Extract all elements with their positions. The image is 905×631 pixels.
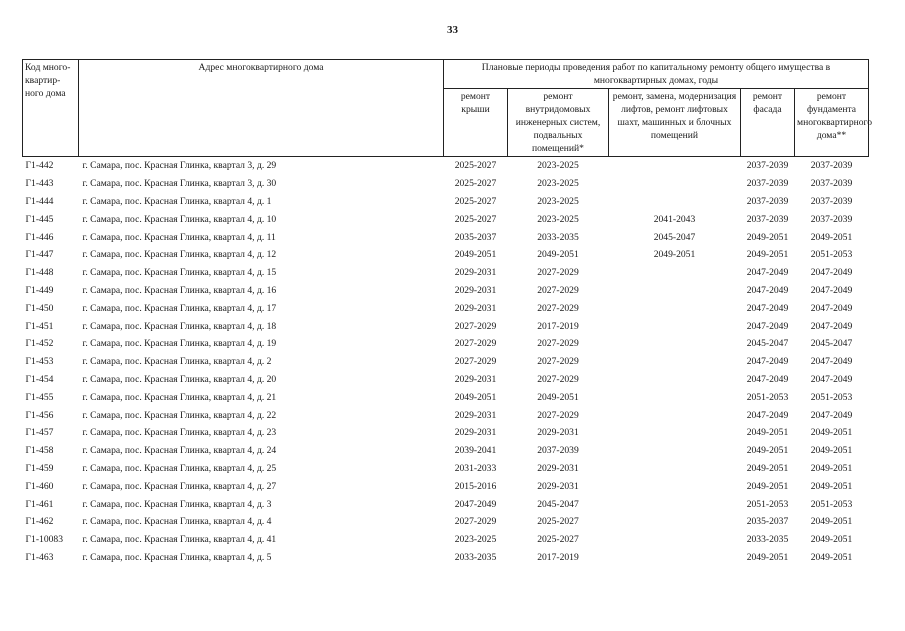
table-row [23, 371, 869, 389]
cell-lifts-period [609, 335, 741, 353]
cell-roof-period: 2023-2025 [454, 534, 497, 546]
cell-systems-period: 2049-2051 [537, 391, 579, 403]
cell-facade-period: 2047-2049 [746, 373, 789, 385]
cell-systems-period: 2023-2025 [537, 213, 579, 225]
cell-systems-period: 2029-2031 [537, 480, 579, 492]
cell-systems-period: 2023-2025 [537, 178, 579, 190]
cell-roof-period: 2025-2027 [454, 160, 497, 172]
cell-roof-period: 2047-2049 [454, 498, 497, 510]
cell-roof-period: 2029-2031 [454, 427, 497, 439]
cell-building-code: Г1-456 [25, 409, 54, 421]
cell-building-code: Г1-442 [25, 160, 54, 172]
cell-facade-period: 2037-2039 [746, 195, 789, 207]
cell-lifts-period [609, 282, 741, 300]
cell-building-code: Г1-452 [25, 338, 54, 350]
table-row [23, 353, 869, 371]
cell-address: г. Самара, пос. Красная Глинка, квартал 4, д. 19 [82, 338, 277, 350]
cell-foundation-period: 2037-2039 [810, 160, 853, 172]
cell-roof-period: 2025-2027 [454, 195, 497, 207]
cell-building-code: Г1-446 [25, 231, 54, 243]
cell-foundation-period: 2047-2049 [810, 267, 853, 279]
cell-foundation-period: 2049-2051 [810, 445, 853, 457]
cell-address: г. Самара, пос. Красная Глинка, квартал 4, д. 2 [82, 356, 272, 368]
cell-roof-period: 2027-2029 [454, 338, 497, 350]
cell-lifts-period [609, 264, 741, 282]
cell-building-code: Г1-448 [25, 267, 54, 279]
cell-foundation-period: 2049-2051 [810, 462, 853, 474]
cell-address: г. Самара, пос. Красная Глинка, квартал 4, д. 22 [82, 409, 277, 421]
cell-lifts-period [609, 193, 741, 211]
cell-roof-period: 2015-2016 [454, 480, 497, 492]
cell-foundation-period: 2037-2039 [810, 195, 853, 207]
cell-systems-period: 2017-2019 [537, 551, 579, 563]
cell-address: г. Самара, пос. Красная Глинка, квартал 4, д. 1 [82, 195, 272, 207]
cell-foundation-period: 2047-2049 [810, 284, 853, 296]
cell-facade-period: 2045-2047 [746, 338, 789, 350]
cell-roof-period: 2027-2029 [454, 356, 497, 368]
cell-building-code: Г1-453 [25, 356, 54, 368]
table-row [23, 406, 869, 424]
table-row [23, 210, 869, 228]
cell-address: г. Самара, пос. Красная Глинка, квартал 4, д. 20 [82, 373, 277, 385]
cell-systems-period: 2045-2047 [537, 498, 579, 510]
cell-roof-period: 2029-2031 [454, 284, 497, 296]
cell-lifts-period [609, 175, 741, 193]
cell-roof-period: 2031-2033 [454, 462, 497, 474]
cell-systems-period: 2017-2019 [537, 320, 579, 332]
cell-facade-period: 2049-2051 [746, 480, 789, 492]
cell-systems-period: 2023-2025 [537, 160, 579, 172]
cell-building-code: Г1-463 [25, 551, 54, 563]
cell-systems-period: 2027-2029 [537, 373, 579, 385]
table-row [23, 264, 869, 282]
cell-address: г. Самара, пос. Красная Глинка, квартал 4, д. 25 [82, 462, 277, 474]
table-row [23, 317, 869, 335]
cell-systems-period: 2037-2039 [537, 445, 579, 457]
cell-roof-period: 2049-2051 [454, 391, 497, 403]
cell-lifts-period [609, 299, 741, 317]
cell-building-code: Г1-454 [25, 373, 54, 385]
cell-address: г. Самара, пос. Красная Глинка, квартал 4, д. 12 [82, 249, 277, 261]
cell-systems-period: 2033-2035 [537, 231, 579, 243]
cell-lifts-period [609, 549, 741, 567]
cell-lifts-period [609, 371, 741, 389]
cell-lifts-period [609, 513, 741, 531]
header-roof-repair: ремонт крыши [444, 89, 508, 157]
header-building-code: Код много-квартир-ного дома [23, 60, 79, 157]
cell-building-code: Г1-461 [25, 498, 54, 510]
cell-foundation-period: 2047-2049 [810, 320, 853, 332]
cell-lifts-period: 2049-2051 [653, 249, 696, 261]
cell-facade-period: 2035-2037 [746, 516, 789, 528]
cell-facade-period: 2049-2051 [746, 427, 789, 439]
cell-address: г. Самара, пос. Красная Глинка, квартал 4, д. 17 [82, 302, 277, 314]
table-row [23, 495, 869, 513]
cell-facade-period: 2051-2053 [746, 391, 789, 403]
cell-roof-period: 2039-2041 [454, 445, 497, 457]
cell-facade-period: 2047-2049 [746, 356, 789, 368]
table-row [23, 335, 869, 353]
cell-systems-period: 2027-2029 [537, 409, 579, 421]
cell-facade-period: 2047-2049 [746, 284, 789, 296]
cell-systems-period: 2023-2025 [537, 195, 579, 207]
cell-building-code: Г1-451 [25, 320, 54, 332]
cell-address: г. Самара, пос. Красная Глинка, квартал 4, д. 18 [82, 320, 277, 332]
cell-address: г. Самара, пос. Красная Глинка, квартал 3, д. 30 [82, 178, 277, 190]
cell-facade-period: 2047-2049 [746, 320, 789, 332]
cell-lifts-period: 2045-2047 [653, 231, 696, 243]
header-planned-periods: Плановые периоды проведения работ по капитальному ремонту общего имущества в многоквартирных домах, годы [444, 60, 869, 89]
table-row [23, 513, 869, 531]
cell-facade-period: 2047-2049 [746, 267, 789, 279]
cell-systems-period: 2049-2051 [537, 249, 579, 261]
table-row [23, 246, 869, 264]
cell-address: г. Самара, пос. Красная Глинка, квартал 4, д. 5 [82, 551, 272, 563]
table-row [23, 477, 869, 495]
cell-address: г. Самара, пос. Красная Глинка, квартал 3, д. 29 [82, 160, 277, 172]
cell-facade-period: 2049-2051 [746, 551, 789, 563]
table-row [23, 424, 869, 442]
cell-foundation-period: 2049-2051 [810, 534, 853, 546]
cell-building-code: Г1-10083 [25, 534, 64, 546]
cell-building-code: Г1-443 [25, 178, 54, 190]
cell-systems-period: 2027-2029 [537, 284, 579, 296]
cell-foundation-period: 2049-2051 [810, 427, 853, 439]
cell-lifts-period [609, 424, 741, 442]
header-lift-repair: ремонт, замена, модернизация лифтов, ремонт лифтовых шахт, машинных и блочных помещений [609, 89, 741, 157]
cell-foundation-period: 2047-2049 [810, 356, 853, 368]
cell-building-code: Г1-445 [25, 213, 54, 225]
cell-foundation-period: 2047-2049 [810, 409, 853, 421]
cell-foundation-period: 2047-2049 [810, 373, 853, 385]
cell-building-code: Г1-449 [25, 284, 54, 296]
cell-lifts-period [609, 157, 741, 175]
cell-lifts-period [609, 353, 741, 371]
table-row [23, 388, 869, 406]
cell-lifts-period: 2041-2043 [653, 213, 696, 225]
cell-building-code: Г1-444 [25, 195, 54, 207]
cell-systems-period: 2027-2029 [537, 338, 579, 350]
cell-roof-period: 2029-2031 [454, 302, 497, 314]
cell-roof-period: 2029-2031 [454, 409, 497, 421]
cell-systems-period: 2025-2027 [537, 534, 579, 546]
cell-foundation-period: 2049-2051 [810, 480, 853, 492]
cell-roof-period: 2027-2029 [454, 516, 497, 528]
cell-facade-period: 2051-2053 [746, 498, 789, 510]
cell-address: г. Самара, пос. Красная Глинка, квартал 4, д. 24 [82, 445, 277, 457]
cell-lifts-period [609, 460, 741, 478]
schedule-body [23, 157, 869, 567]
cell-systems-period: 2027-2029 [537, 302, 579, 314]
cell-systems-period: 2027-2029 [537, 267, 579, 279]
cell-building-code: Г1-458 [25, 445, 54, 457]
cell-foundation-period: 2047-2049 [810, 302, 853, 314]
cell-systems-period: 2027-2029 [537, 356, 579, 368]
capital-repair-schedule-table [22, 59, 873, 566]
cell-roof-period: 2033-2035 [454, 551, 497, 563]
cell-foundation-period: 2037-2039 [810, 178, 853, 190]
table-row [23, 442, 869, 460]
cell-roof-period: 2025-2027 [454, 213, 497, 225]
cell-address: г. Самара, пос. Красная Глинка, квартал 4, д. 27 [82, 480, 277, 492]
header-engineering-systems-repair: ремонт внутридомовых инженерных систем, подвальных помещений* [508, 89, 609, 157]
cell-facade-period: 2037-2039 [746, 213, 789, 225]
cell-facade-period: 2049-2051 [746, 231, 789, 243]
cell-lifts-period [609, 406, 741, 424]
table-row [23, 228, 869, 246]
cell-systems-period: 2029-2031 [537, 462, 579, 474]
cell-building-code: Г1-462 [25, 516, 54, 528]
cell-facade-period: 2049-2051 [746, 249, 789, 261]
cell-foundation-period: 2049-2051 [810, 231, 853, 243]
cell-building-code: Г1-447 [25, 249, 54, 261]
cell-foundation-period: 2051-2053 [810, 249, 853, 261]
cell-lifts-period [609, 388, 741, 406]
cell-address: г. Самара, пос. Красная Глинка, квартал 4, д. 4 [82, 516, 272, 528]
cell-foundation-period: 2051-2053 [810, 391, 853, 403]
cell-facade-period: 2049-2051 [746, 462, 789, 474]
cell-systems-period: 2029-2031 [537, 427, 579, 439]
cell-facade-period: 2033-2035 [746, 534, 789, 546]
cell-lifts-period [609, 477, 741, 495]
cell-building-code: Г1-457 [25, 427, 54, 439]
cell-facade-period: 2037-2039 [746, 160, 789, 172]
cell-address: г. Самара, пос. Красная Глинка, квартал 4, д. 10 [82, 213, 277, 225]
cell-building-code: Г1-460 [25, 480, 54, 492]
cell-foundation-period: 2037-2039 [810, 213, 853, 225]
cell-facade-period: 2037-2039 [746, 178, 789, 190]
cell-lifts-period [609, 531, 741, 549]
cell-roof-period: 2027-2029 [454, 320, 497, 332]
cell-address: г. Самара, пос. Красная Глинка, квартал 4, д. 11 [82, 231, 276, 243]
table-row [23, 175, 869, 193]
page-number: 33 [447, 24, 458, 36]
cell-foundation-period: 2049-2051 [810, 516, 853, 528]
cell-lifts-period [609, 442, 741, 460]
cell-lifts-period [609, 317, 741, 335]
table-row [23, 460, 869, 478]
table-row [23, 549, 869, 567]
cell-address: г. Самара, пос. Красная Глинка, квартал 4, д. 16 [82, 284, 277, 296]
table-row [23, 157, 869, 175]
cell-address: г. Самара, пос. Красная Глинка, квартал 4, д. 3 [82, 498, 272, 510]
table-row [23, 282, 869, 300]
table-row [23, 193, 869, 211]
table-row [23, 531, 869, 549]
cell-roof-period: 2029-2031 [454, 373, 497, 385]
cell-lifts-period [609, 495, 741, 513]
cell-roof-period: 2025-2027 [454, 178, 497, 190]
cell-roof-period: 2035-2037 [454, 231, 497, 243]
cell-systems-period: 2025-2027 [537, 516, 579, 528]
cell-foundation-period: 2051-2053 [810, 498, 853, 510]
header-address: Адрес многоквартирного дома [79, 60, 444, 157]
cell-roof-period: 2049-2051 [454, 249, 497, 261]
cell-roof-period: 2029-2031 [454, 267, 497, 279]
table-row [23, 299, 869, 317]
header-facade-repair: ремонт фасада [741, 89, 795, 157]
cell-foundation-period: 2045-2047 [810, 338, 853, 350]
cell-building-code: Г1-450 [25, 302, 54, 314]
cell-facade-period: 2047-2049 [746, 302, 789, 314]
cell-facade-period: 2047-2049 [746, 409, 789, 421]
cell-building-code: Г1-459 [25, 462, 54, 474]
cell-address: г. Самара, пос. Красная Глинка, квартал 4, д. 23 [82, 427, 277, 439]
header-foundation-repair: ремонт фундамента многоквартирного дома** [795, 89, 869, 157]
cell-address: г. Самара, пос. Красная Глинка, квартал 4, д. 41 [82, 534, 277, 546]
cell-address: г. Самара, пос. Красная Глинка, квартал 4, д. 15 [82, 267, 277, 279]
cell-facade-period: 2049-2051 [746, 445, 789, 457]
cell-address: г. Самара, пос. Красная Глинка, квартал 4, д. 21 [82, 391, 277, 403]
cell-building-code: Г1-455 [25, 391, 54, 403]
cell-foundation-period: 2049-2051 [810, 551, 853, 563]
